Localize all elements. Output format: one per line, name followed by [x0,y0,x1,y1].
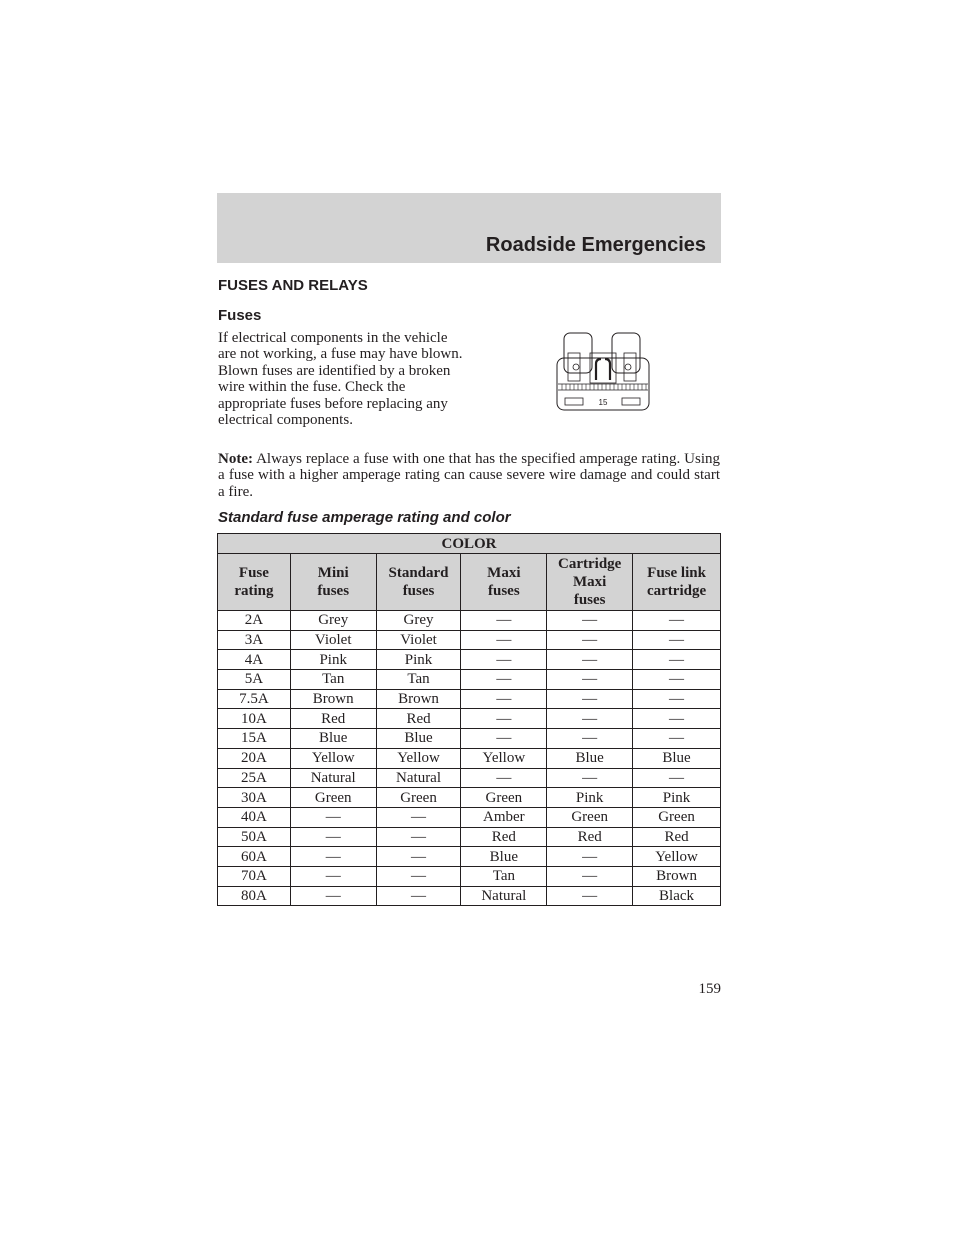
color-cell: — [376,866,461,886]
color-cell: — [461,630,547,650]
column-header-line: Cartridge [558,556,622,572]
table-row [218,630,721,650]
color-cell: Tan [290,670,376,690]
color-cell: Yellow [376,748,461,768]
color-cell: — [547,689,633,709]
fuse-rating-cell: 30A [218,788,291,808]
color-group-header: COLOR [218,534,721,554]
fuse-rating-cell: 5A [218,670,291,690]
color-cell: Blue [461,847,547,867]
color-cell: — [547,670,633,690]
color-cell: — [547,847,633,867]
color-cell: Green [547,807,633,827]
color-cell: Green [633,807,721,827]
color-cell: — [633,630,721,650]
color-cell: — [547,886,633,906]
color-cell: — [547,611,633,631]
column-header [633,554,721,611]
subsection-title: Fuses [218,307,262,324]
header-band [217,193,721,263]
blade-fuse-illustration [556,332,650,412]
color-cell: Natural [461,886,547,906]
fuse-rating-cell: 7.5A [218,689,291,709]
color-cell: — [461,729,547,749]
fuse-color-table [217,533,721,906]
color-cell: Blue [547,748,633,768]
column-header [376,554,461,611]
table-row [218,670,721,690]
color-cell: — [376,807,461,827]
note-text: Always replace a fuse with one that has the specified amperage rating. Using a fuse with a higher amperage rating can cause severe wire damage and could start a fire. [218,451,720,500]
fuse-rating-cell: 60A [218,847,291,867]
color-cell: Yellow [461,748,547,768]
column-header-line: fuses [402,583,435,599]
color-cell: Pink [547,788,633,808]
column-header-line: Fuse [238,565,269,581]
color-cell: — [633,650,721,670]
table-row [218,729,721,749]
fuse-rating-cell: 25A [218,768,291,788]
color-cell: — [633,670,721,690]
color-cell: Yellow [633,847,721,867]
color-cell: — [290,827,376,847]
color-cell: — [461,709,547,729]
color-cell: Amber [461,807,547,827]
fuse-rating-cell: 15A [218,729,291,749]
note-label: Note: [218,451,253,467]
table-row [218,788,721,808]
color-cell: Green [461,788,547,808]
fuse-rating-cell: 70A [218,866,291,886]
color-cell: — [633,729,721,749]
color-cell: Grey [290,611,376,631]
fuse-rating-cell: 80A [218,886,291,906]
color-cell: — [461,650,547,670]
color-cell: — [461,689,547,709]
table-row [218,768,721,788]
column-header-line: fuses [488,583,520,599]
color-cell: Natural [290,768,376,788]
column-header-line: Maxi [573,574,607,590]
table-row [218,689,721,709]
fuse-rating-cell: 50A [218,827,291,847]
fuse-rating-cell: 3A [218,630,291,650]
column-header [547,554,633,611]
color-cell: Red [461,827,547,847]
color-cell: Natural [376,768,461,788]
color-cell: Yellow [290,748,376,768]
column-header-line: fuses [573,592,606,608]
column-header [218,554,291,611]
color-cell: Green [376,788,461,808]
column-header-line: rating [234,583,274,599]
color-cell: Violet [376,630,461,650]
table-row [218,650,721,670]
color-cell: — [290,847,376,867]
color-cell: Green [290,788,376,808]
intro-paragraph: If electrical components in the vehicle are not working, a fuse may have blown. Blown fuses are identified by a broken wire within the fuse. Check the appropriate fuses before replacing any electrical components. [218,330,463,429]
table-row [218,866,721,886]
color-cell: Red [547,827,633,847]
color-cell: — [547,768,633,788]
fuse-rating-label: 15 [598,398,608,407]
fuse-rating-cell: 40A [218,807,291,827]
color-cell: — [376,847,461,867]
color-cell: Red [633,827,721,847]
page-header-title: Roadside Emergencies [485,234,706,256]
color-cell: — [290,866,376,886]
color-cell: — [547,729,633,749]
color-cell: — [547,630,633,650]
color-cell: Brown [290,689,376,709]
color-cell: Violet [290,630,376,650]
column-header-line: Standard [388,565,449,581]
color-cell: Red [376,709,461,729]
table-row [218,886,721,906]
color-cell: Brown [376,689,461,709]
column-header-line: cartridge [646,583,707,599]
fuse-rating-cell: 2A [218,611,291,631]
color-cell: — [547,866,633,886]
color-cell: — [461,768,547,788]
color-cell: — [633,768,721,788]
color-cell: — [461,611,547,631]
color-cell: — [547,650,633,670]
color-cell: Brown [633,866,721,886]
color-cell: — [547,709,633,729]
color-cell: Blue [633,748,721,768]
color-cell: Pink [633,788,721,808]
color-cell: Grey [376,611,461,631]
color-cell: Tan [461,866,547,886]
fuse-rating-cell: 10A [218,709,291,729]
color-cell: — [376,886,461,906]
color-cell: — [633,709,721,729]
table-row [218,611,721,631]
column-header [461,554,547,611]
color-cell: Pink [376,650,461,670]
note-paragraph [218,451,720,500]
table-row [218,748,721,768]
section-title: FUSES AND RELAYS [218,277,368,294]
color-cell: Pink [290,650,376,670]
column-header-line: fuses [317,583,350,599]
color-cell: Blue [290,729,376,749]
color-cell: — [376,827,461,847]
table-row [218,807,721,827]
column-header [290,554,376,611]
color-cell: — [633,611,721,631]
table-row [218,847,721,867]
fuse-rating-cell: 4A [218,650,291,670]
color-cell: Red [290,709,376,729]
color-cell: — [461,670,547,690]
table-row [218,827,721,847]
column-header-line: Fuse link [647,565,706,581]
table-caption: Standard fuse amperage rating and color [218,509,511,526]
color-cell: — [290,807,376,827]
color-cell: Black [633,886,721,906]
table-row [218,709,721,729]
color-cell: — [290,886,376,906]
color-cell: — [633,689,721,709]
column-header-line: Mini [317,565,349,581]
column-header-line: Maxi [487,565,521,581]
color-cell: Blue [376,729,461,749]
color-cell: Tan [376,670,461,690]
fuse-rating-cell: 20A [218,748,291,768]
page-number: 159 [698,981,721,997]
